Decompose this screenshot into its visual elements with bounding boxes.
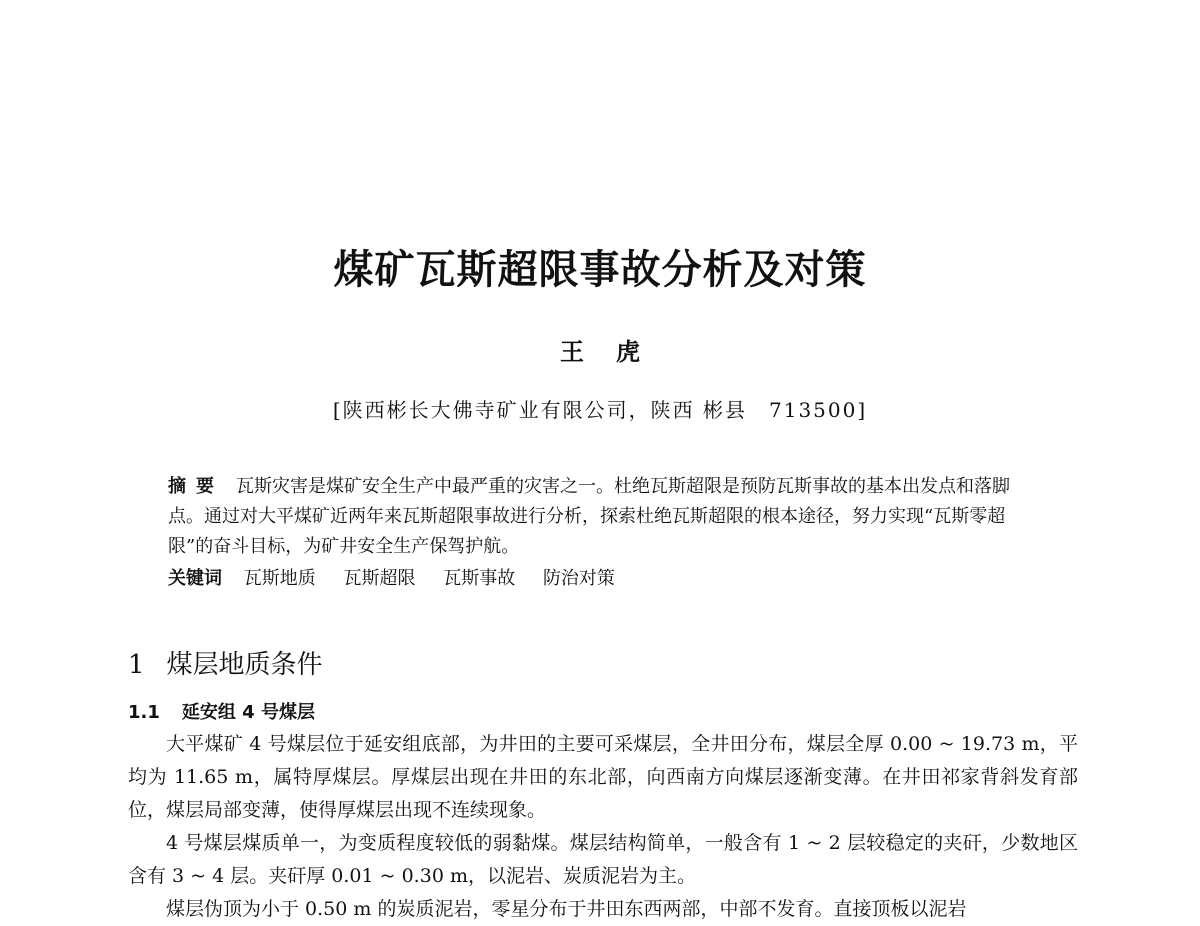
body-paragraph: 煤层伪顶为小于 0.50 m 的炭质泥岩，零星分布于井田东西两部，中部不发育。直接顶板以泥岩	[166, 898, 967, 920]
abstract-block	[168, 472, 1038, 594]
keyword-item: 瓦斯地质	[243, 568, 316, 589]
body-paragraph: 大平煤矿 4 号煤层位于延安组底部，为井田的主要可采煤层，全井田分布，煤层全厚 0.00 ~ 19.73 m，平均为 11.65 m，属特厚煤层。厚煤层出现在井田的东北部，向西南方向煤层逐渐变薄。在井田祁家背斜发育部位，煤层局部变薄，使得厚煤层出现不连续现象。	[128, 733, 1078, 821]
abstract-label: 摘要	[168, 476, 224, 497]
section-title: 煤层地质条件	[166, 650, 323, 680]
keyword-item: 瓦斯超限	[343, 568, 416, 589]
keywords-label: 关键词	[168, 568, 222, 589]
keywords-line	[168, 564, 1038, 594]
author-affiliation: [陕西彬长大佛寺矿业有限公司，陕西 彬县 713500]	[332, 398, 868, 422]
subsection-number: 1.1	[128, 702, 160, 723]
subsection-heading	[128, 698, 315, 724]
body-text	[128, 728, 1078, 926]
author-name: 王虎	[560, 337, 672, 366]
section-heading	[128, 644, 323, 681]
body-paragraph: 4 号煤层煤质单一，为变质程度较低的弱黏煤。煤层结构简单，一般含有 1 ~ 2 层较稳定的夹矸，少数地区含有 3 ~ 4 层。夹矸厚 0.01 ~ 0.30 m，以泥岩、炭质泥岩为主。	[128, 832, 1078, 887]
keyword-item: 瓦斯事故	[443, 568, 516, 589]
abstract-paragraph	[168, 472, 1038, 562]
keyword-item: 防治对策	[542, 568, 615, 589]
paper-title: 煤矿瓦斯超限事故分析及对策	[333, 246, 867, 293]
abstract-text: 瓦斯灾害是煤矿安全生产中最严重的灾害之一。杜绝瓦斯超限是预防瓦斯事故的基本出发点和落脚点。通过对大平煤矿近两年来瓦斯超限事故进行分析，探索杜绝瓦斯超限的根本途径，努力实现“瓦斯零超限”的奋斗目标，为矿井安全生产保驾护航。	[168, 476, 1010, 557]
section-number: 1	[128, 650, 145, 680]
subsection-title: 延安组 4 号煤层	[181, 702, 315, 723]
